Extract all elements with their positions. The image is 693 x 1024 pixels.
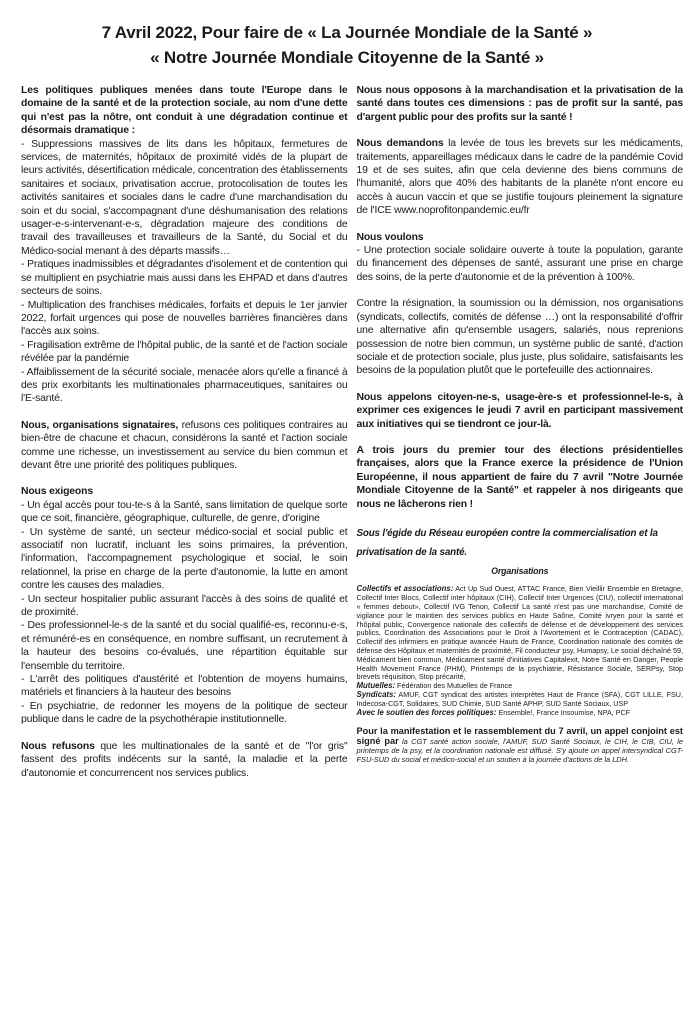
contre-paragraph: Contre la résignation, la soumission ou la démission, nos organisations (syndicats, collectifs, comités de défense …) ont la responsabilité d'offrir une alternative afin qu'ensemble usagers, salariés, nous reprenions possession de notre bien commun, un système public de santé, d'action sociale et de protection sociale, plus juste, plus solidaire, satisfaisants les besoins de la population plutôt que le portefeuille des actionnaires.: [356, 298, 683, 377]
signataires-paragraph: [21, 419, 348, 473]
exigence-item-2: - Un système de santé, un secteur médico-social et social public et associatif non lucratif, incluant les soins primaires, la prévention, l'information, l'accompagnement psychologique et social, le soin relationnel, la prise en charge de la perte d'autonomie, la lutte en amont contre les causes des maladies.: [21, 526, 348, 592]
signataires-text: refusons ces politiques contraires au bien-être de chacune et chacun, considérons la santé et l'action sociale comme une richesse, un investissement au service du bien commun et devant être une priorité des politiques publiques.: [21, 419, 348, 471]
mutuelles-text: Fédération des Mutuelles de France: [395, 681, 513, 691]
opposons-paragraph: Nous nous opposons à la marchandisation et la privatisation de la santé dans toutes ces dimensions : pas de profit sur la santé, pas d'argent public pour des profits sur la santé !: [356, 85, 683, 123]
exigence-item-5: - L'arrêt des politiques d'austérité et l'obtention de moyens humains, matériels et financiers à la hauteur des besoins: [21, 674, 348, 699]
exigence-item-4: - Des professionnel-le-s de la santé et du social qualifié-es, reconnu-e-s, et rémunéré-es en conséquence, en nombre suffisant, un recrutement à la hauteur des besoins co-évalués, une répartition équitable sur l'ensemble du territoire.: [21, 620, 348, 672]
constat-item-3: - Multiplication des franchises médicales, forfaits et depuis le 1er janvier 2022, forfait urgences qui pose de nouvelles barrières financières dans l'accès aux soins.: [21, 299, 348, 338]
exigence-item-6: - En psychiatrie, de redonner les moyens de la politique de secteur publique dans le cadre de la psychothérapie institutionnelle.: [21, 700, 348, 726]
organisations-heading: Organisations: [491, 565, 549, 576]
syndicats-list: [357, 691, 684, 709]
demandons-text: la levée de tous les brevets sur les médicaments, traitements, appareillages médicaux dans le cadre de la pandémie Covid 19 et de ses suites, afin que cela devienne des biens communs de l'humanité, alors que 40% des habitants de la planète n'ont encore eu accès à aucun vaccin et que se justifie toujours pleinement la signature de l'ICE www.noprofitonpandemic.eu/fr: [356, 138, 683, 217]
soutien-politique-list: [357, 709, 684, 718]
manifestation-note: [357, 727, 684, 764]
page-title-line-2: « Notre Journée Mondiale Citoyenne de la Santé »: [150, 48, 544, 67]
trois-jours-paragraph: A trois jours du premier tour des élections présidentielles françaises, alors que la France exerce la présidence de l'Union Européenne, il nous appartient de faire du 7 avril "Notre Journée Mondiale Citoyenne de la Santé" et rappeler à nos dirigeants que nous ne lâcherons rien !: [356, 444, 683, 510]
page-title-line-1: 7 Avril 2022, Pour faire de « La Journée Mondiale de la Santé »: [101, 23, 593, 42]
refusons-paragraph: [21, 740, 348, 780]
two-column-layout: [21, 84, 683, 780]
page-title: [21, 20, 673, 70]
collectifs-list: [357, 585, 684, 682]
refusons-text: que les multinationales de la santé et de "l'or gris" fassent des profits indécents sur la santé, la maladie et la perte d'autonomie et concurrencent nos services publics.: [21, 740, 348, 779]
exigeons-heading: Nous exigeons: [21, 486, 93, 498]
syndicats-text: AMUF, CGT syndicat des artistes interprètes Haut de France (SFA), CGT LILLE, FSU, Indecosa-CGT, Solidaires, SUD Chimie, SUD Santé APHP, SUD Santé Sociaux, USP: [356, 689, 683, 708]
voulons-heading: Nous voulons: [356, 231, 424, 243]
refusons-lead: Nous refusons: [21, 740, 95, 752]
left-column: [21, 84, 348, 780]
egide-note: Sous l'égide du Réseau européen contre la commercialisation et la privatisation de la santé.: [356, 527, 658, 558]
demandons-lead: Nous demandons: [356, 138, 444, 150]
collectifs-label: Collectifs et associations:: [356, 584, 454, 594]
soutien-politique-text: Ensemble!, France Insoumise, NPA, PCF: [496, 707, 631, 717]
constat-item-1: - Suppressions massives de lits dans les hôpitaux, fermetures de services, de maternités, hôpitaux de proximité vidés de la plupart de leurs activités, désertification médicale, concentration des établissements sanitaires et sociaux, privatisation accrue, protocolisation de toutes les activités sanitaires et sociales dans le cadre d'une marchandisation du soin et du social, s'accompagnant d'une déshumanisation des relations usager-e-s-intervenant-e-s, dégradation majeure des conditions de travail des travailleuses et travailleurs de la Santé, du Social et du Médico-social menant à des départs massifs…: [21, 138, 348, 257]
collectifs-text: Act Up Sud Ouest, ATTAC France, Bien Vieillir Ensemble en Bretagne, Collectif Inter Blocs, Collectif inter hôpitaux (CIH), Collectif Inter Urgences (CIU), collectif international « femmes debout», Collectif IVG Tenon, Collectif La santé n'est pas une marchandise, Comité de vigilance pour le maintien des services publics en Haute Saône, Comité ivryen pour la santé et l'hôpital public, Convergence nationale des collectifs de défense et de développement des services publics, Coordination des Associations pour le Droit à l'Avortement et le Contraception (CADAC), Collectif des infirmiers en pratique avancée Hauts de France, Coordination nationale des comités de défense des Hôpitaux et maternités de proximité, Fil conducteur psy, Humapsy, Le social déchaîné 59, Médicament bien commun, Médicament santé d'initiatives Capitalexit, Notre Santé en Danger, People Health Movement France (PHM), Printemps de la psychiatrie, Résistance Sociale, SERPsy, Stop brevets réquisition, Stop précarité,: [356, 584, 683, 682]
soutien-politique-label: Avec le soutien des forces politiques:: [356, 707, 497, 717]
constat-item-2: - Pratiques inadmissibles et dégradantes d'isolement et de contention qui se multiplient en psychiatrie mais aussi dans les EHPAD et dans d'autres secteurs de soins.: [21, 259, 348, 298]
mutuelles-label: Mutuelles:: [356, 681, 396, 691]
exigence-item-1: - Un égal accès pour tou-te-s à la Santé, sans limitation de quelque sorte que ce soit, financière, géographique, culturelle, de genre, d'origine: [21, 499, 348, 525]
appelons-paragraph: Nous appelons citoyen-ne-s, usage-ère-s et professionnel-le-s, à exprimer ces exigences le jeudi 7 avril en participant massivement aux initiatives qui se tiendront ce jour-là.: [356, 391, 683, 430]
signataires-lead: Nous, organisations signataires,: [21, 419, 179, 431]
right-column: [357, 84, 684, 780]
demandons-paragraph: [357, 137, 684, 217]
exigence-item-3: - Un secteur hospitalier public assurant l'accès à des soins de qualité et de proximité.: [21, 593, 348, 619]
manifestation-lead: Pour la manifestation et le rassemblement du 7 avril, un appel conjoint est signé par: [356, 726, 683, 746]
manifestation-text: la CGT santé action sociale, l'AMUF, SUD Santé Sociaux, le CIH, le CIB, CIU, le printemps de la psy, et la coordination nationale est diffusé. S'y ajoute un appel intersyndical CGT-FSU-SUD du social et médico-social et un soutien à la journée d'actions de la LDH.: [356, 736, 683, 764]
voulons-item: - Une protection sociale solidaire ouverte à toute la population, garante du financement des dépenses de santé, assurant une prise en charge des soins, de la perte d'autonomie et de la prévention à 100%.: [356, 245, 683, 283]
constat-item-5: - Affaiblissement de la sécurité sociale, menacée alors qu'elle a financé à des prix exorbitants les multinationales pharmaceutiques, sanitaires ou l'E-santé.: [21, 366, 348, 405]
syndicats-label: Syndicats:: [356, 689, 396, 699]
intro-paragraph: Les politiques publiques menées dans toute l'Europe dans le domaine de la santé et de la protection sociale, au nom d'une dette qui n'est pas la nôtre, ont conduit à une dégradation continue et désormais dramatique :: [21, 85, 348, 137]
constat-item-4: - Fragilisation extrême de l'hôpital public, de la santé et de l'action sociale révélée par la pandémie: [21, 339, 348, 365]
